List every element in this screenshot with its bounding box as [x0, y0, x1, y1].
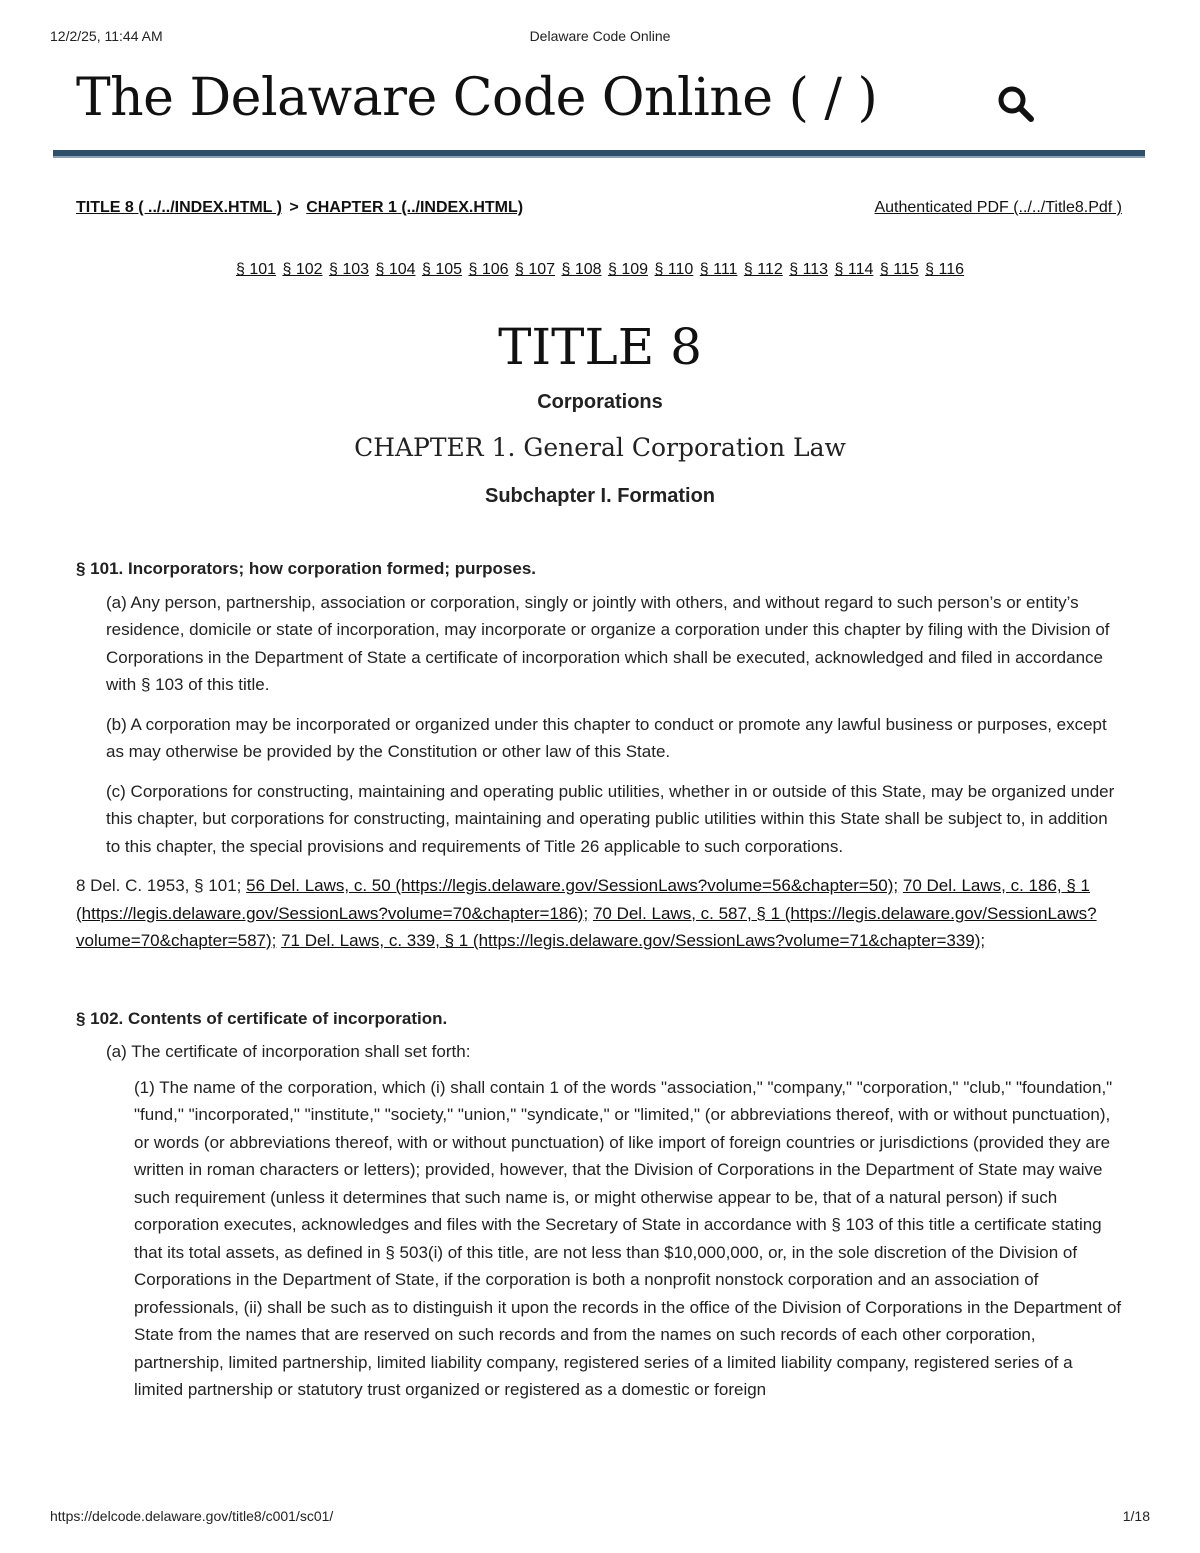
breadcrumb-separator: >: [289, 199, 299, 216]
print-date: 12/2/25, 11:44 AM: [50, 28, 163, 44]
history-link[interactable]: 71 Del. Laws, c. 339, § 1 (https://legis.delaware.gov/SessionLaws?volume=71&chapter=339);: [281, 931, 986, 950]
header-divider: [53, 150, 1145, 158]
authenticated-pdf-link[interactable]: Authenticated PDF (../../Title8.Pdf ): [874, 199, 1122, 216]
breadcrumb-title-link[interactable]: TITLE 8 ( ../../INDEX.HTML ): [76, 199, 282, 216]
section-nav-link[interactable]: § 114: [834, 261, 874, 278]
history-link[interactable]: 70 Del. Laws, c. 186, § 1 (https://legis.delaware.gov/SessionLaws?volume=70&chapter=186);: [76, 876, 1090, 923]
history-prefix: 8 Del. C. 1953, § 101;: [76, 876, 247, 895]
print-page-number: 1/18: [1122, 1508, 1150, 1524]
section-nav-link[interactable]: § 101: [235, 261, 277, 278]
section-nav-link[interactable]: § 116: [925, 261, 965, 278]
section-nav-link[interactable]: § 110: [654, 261, 694, 278]
breadcrumb: [76, 199, 523, 217]
section-102-heading: § 102. Contents of certificate of incorporation.: [76, 1008, 448, 1028]
section-nav-link[interactable]: § 112: [743, 261, 783, 278]
breadcrumb-chapter-link[interactable]: CHAPTER 1 (../INDEX.HTML): [306, 199, 524, 216]
section-101-heading: § 101. Incorporators; how corporation formed; purposes.: [76, 559, 537, 578]
section-nav-link[interactable]: § 104: [375, 261, 416, 278]
history-link[interactable]: 70 Del. Laws, c. 587, § 1 (https://legis.delaware.gov/SessionLaws?volume=70&chapter=587);: [76, 903, 1097, 950]
section-101-b: (b) A corporation may be incorporated or organized under this chapter to conduct or promote any lawful business or purposes, except as may otherwise be provided by the Constitution or other law of this State.: [106, 714, 1107, 761]
site-title[interactable]: The Delaware Code Online ( / ): [76, 68, 878, 128]
code-content: [76, 555, 1122, 1404]
section-nav: [0, 261, 1200, 279]
section-102-a: (a) The certificate of incorporation shall set forth:: [106, 1042, 471, 1061]
title-subject: Corporations: [537, 391, 663, 413]
section-101-history: [76, 872, 1122, 955]
section-spacer: [76, 955, 1122, 1005]
history-link[interactable]: 56 Del. Laws, c. 50 (https://legis.delaware.gov/SessionLaws?volume=56&chapter=50);: [246, 876, 899, 895]
section-nav-link[interactable]: § 103: [328, 261, 370, 278]
subchapter-heading: Subchapter I. Formation: [484, 485, 716, 507]
section-nav-link[interactable]: § 108: [561, 261, 602, 278]
section-nav-link[interactable]: § 111: [699, 261, 738, 278]
title-heading: TITLE 8: [498, 318, 702, 376]
section-nav-link[interactable]: § 105: [421, 261, 463, 278]
print-doc-title: Delaware Code Online: [529, 28, 671, 44]
chapter-heading: CHAPTER 1. General Corporation Law: [354, 433, 846, 462]
search-icon[interactable]: [994, 82, 1040, 128]
section-nav-link[interactable]: § 106: [468, 261, 509, 278]
section-nav-link[interactable]: § 102: [282, 261, 323, 278]
section-nav-link[interactable]: § 113: [789, 261, 829, 278]
section-101-c: (c) Corporations for constructing, maintaining and operating public utilities, whether in or outside of this State, may be organized under this chapter, but corporations for constructing, maintaining and operating public utilities within this State shall be subject to, in addition to this chapter, the special provisions and requirements of Title 26 applicable to such corporations.: [106, 781, 1115, 856]
section-102-a1: (1) The name of the corporation, which (i) shall contain 1 of the words "association," "company," "corporation," "club," "foundation," "fund," "incorporated," "institute," "society," "union," "syndicate," or "limited," (or abbreviations thereof, with or without punctuation), or words (or abbreviations thereof, with or without punctuation) of like import of foreign countries or jurisdictions (provided they are written in roman characters or letters); provided, however, that the Division of Corporations in the Department of State may waive such requirement (unless it determines that such name is, or might otherwise appear to be, that of a natural person) if such corporation executes, acknowledges and files with the Secretary of State in accordance with § 103 of this title a certificate stating that its total assets, as defined in § 503(i) of this title, are not less than $10,000,000, or, in the sole discretion of the Division of Corporations in the Department of State, if the corporation is both a nonprofit nonstock corporation and an association of professionals, (ii) shall be such as to distinguish it upon the records in the office of the Division of Corporations in the Department of State from the names that are reserved on such records and from the names on such records of each other corporation, partnership, limited partnership, limited liability company, registered series of a limited liability company, registered series of a limited partnership or statutory trust organized or registered as a domestic or foreign: [134, 1077, 1122, 1399]
section-nav-link[interactable]: § 107: [514, 261, 556, 278]
section-nav-link[interactable]: § 109: [607, 261, 649, 278]
section-101-a: (a) Any person, partnership, association or corporation, singly or jointly with others, and without regard to such person’s or entity’s residence, domicile or state of incorporation, may incorporate or organize a corporation under this chapter by filing with the Division of Corporations in the Department of State a certificate of incorporation which shall be executed, acknowledged and filed in accordance with § 103 of this title.: [106, 592, 1110, 694]
section-nav-link[interactable]: § 115: [879, 261, 919, 278]
print-url: https://delcode.delaware.gov/title8/c001/sc01/: [50, 1508, 334, 1524]
